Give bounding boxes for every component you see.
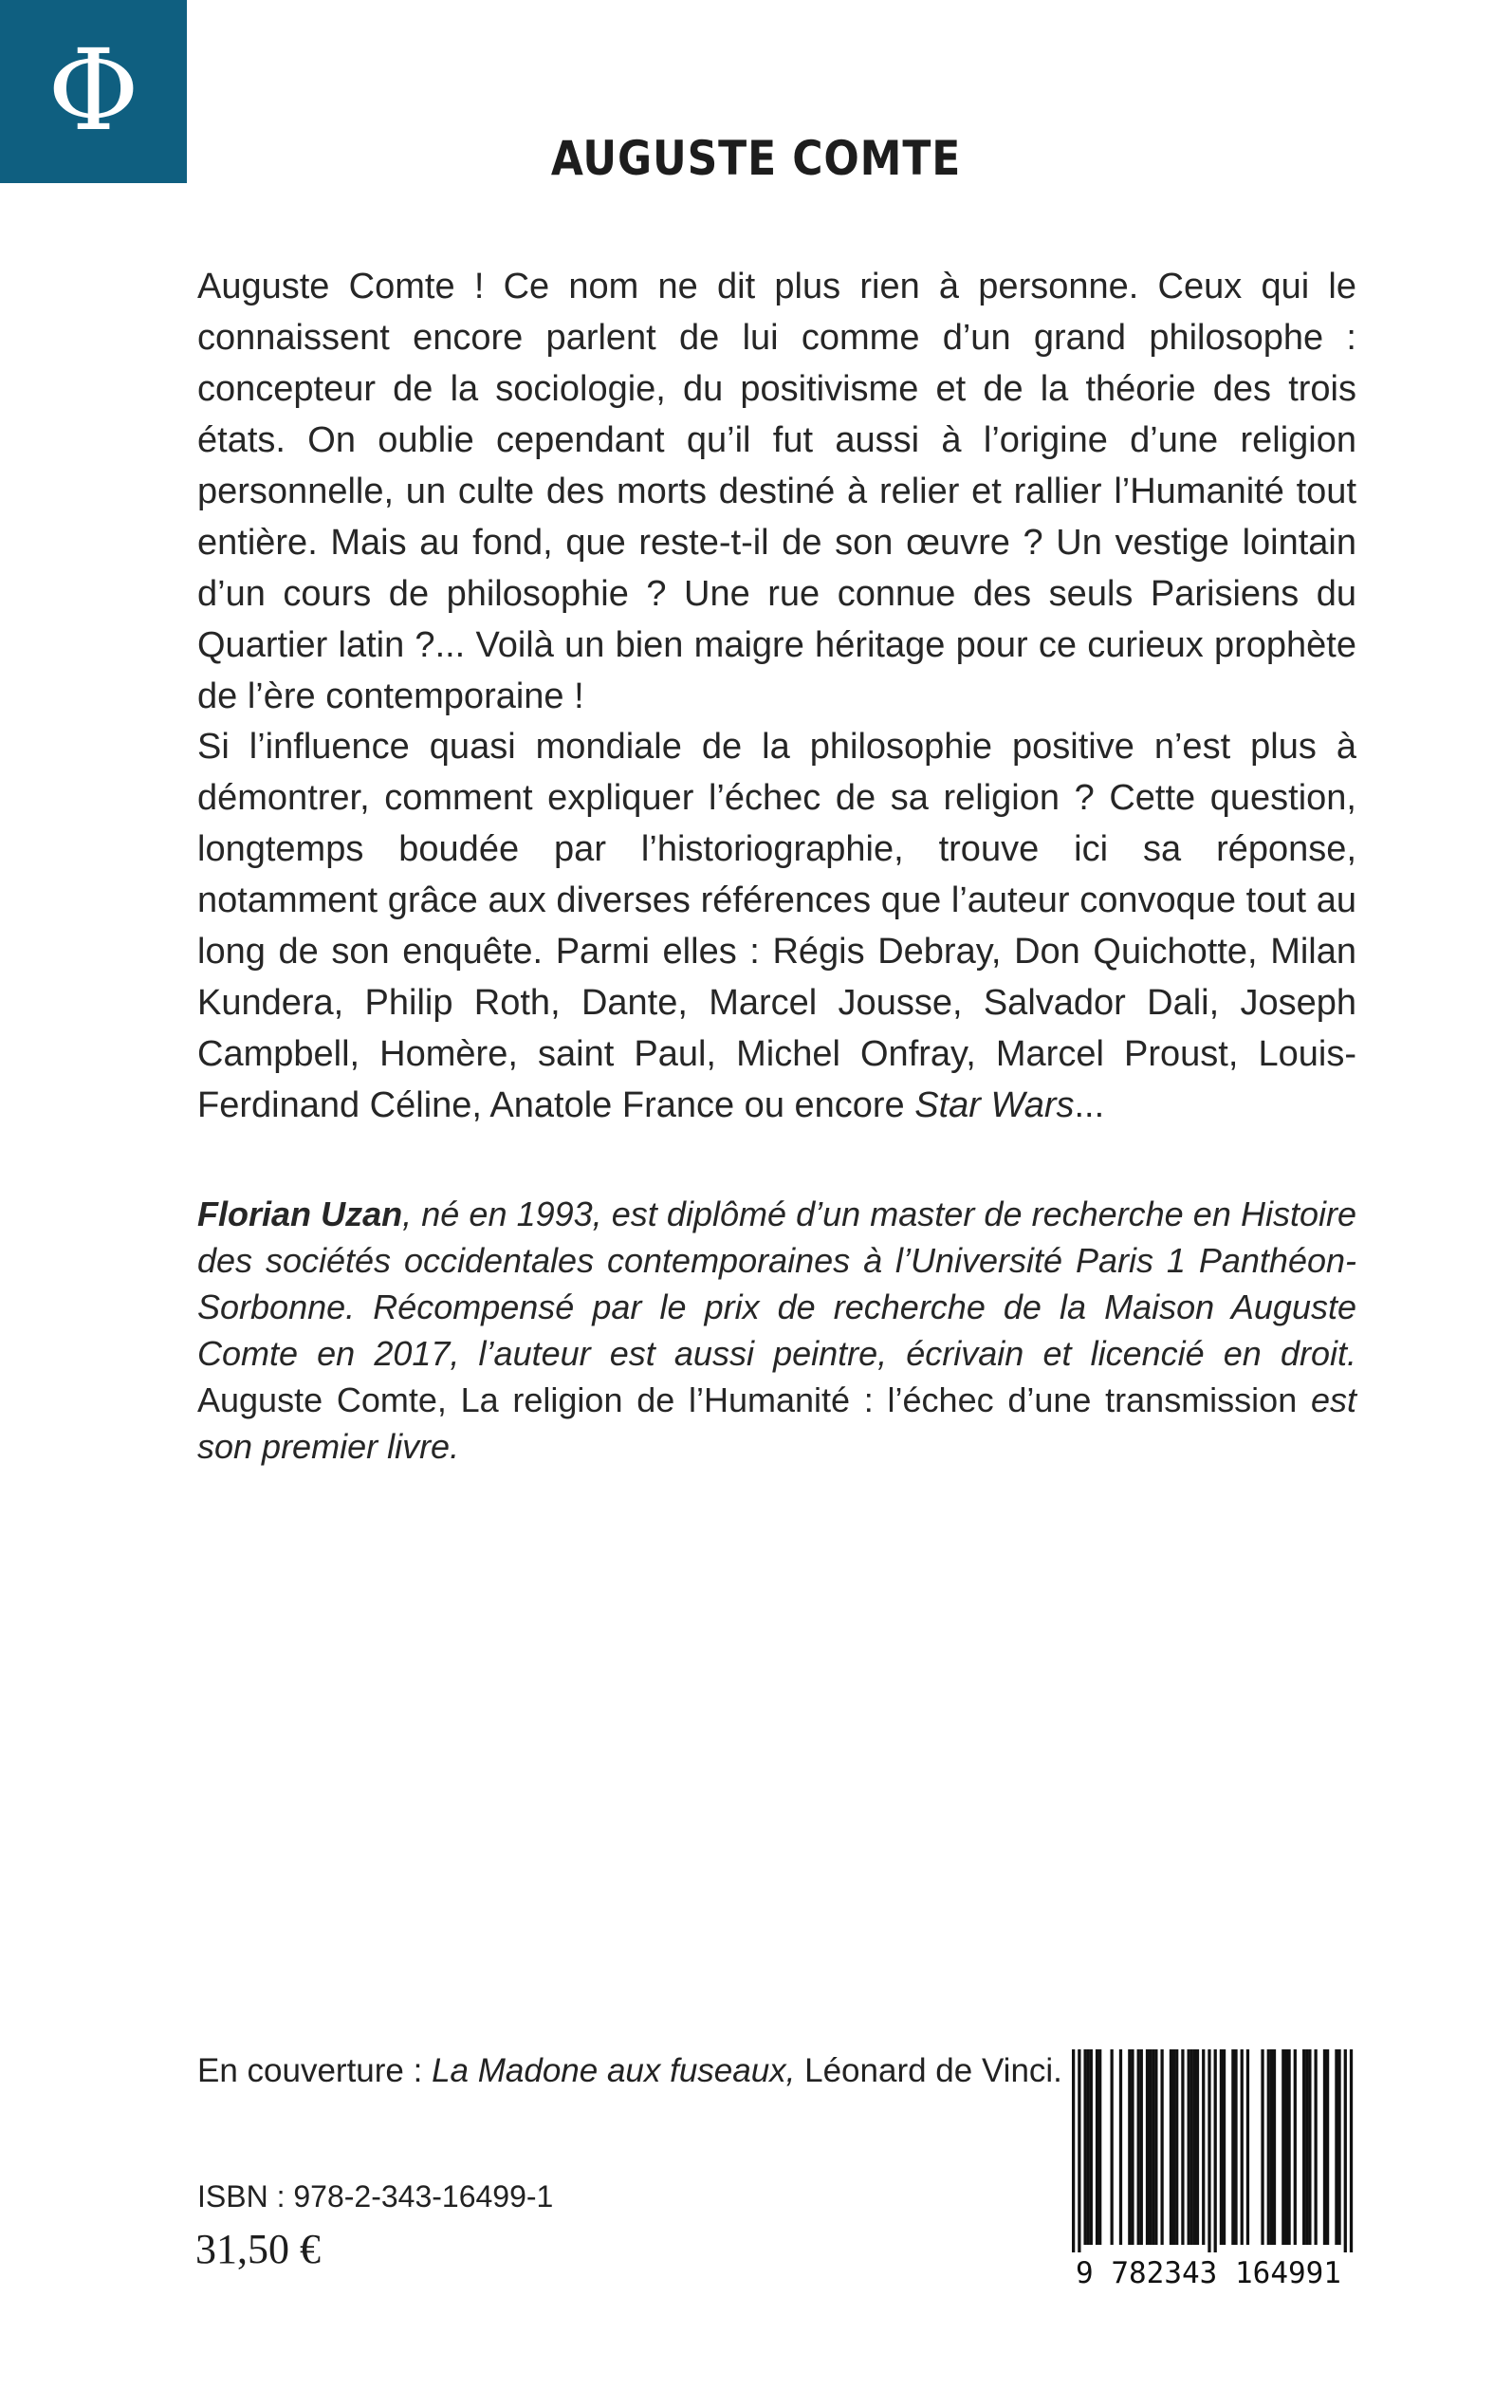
barcode-bar xyxy=(1175,2049,1178,2245)
barcode-bar xyxy=(1202,2049,1205,2245)
barcode-bar xyxy=(1098,2049,1101,2245)
barcode-bar xyxy=(1083,2049,1086,2245)
barcode-bar xyxy=(1308,2049,1311,2245)
barcode-bar xyxy=(1273,2049,1276,2245)
barcode-bar xyxy=(1294,2049,1297,2245)
author-bio-text-2: est son premier livre. xyxy=(197,1380,1356,1466)
author-name: Florian Uzan xyxy=(197,1195,403,1233)
barcode-bar xyxy=(1214,2049,1217,2252)
barcode-bar xyxy=(1146,2049,1149,2245)
phi-logo-icon: Φ xyxy=(47,24,139,156)
barcode-bar xyxy=(1223,2049,1226,2245)
barcode-bar xyxy=(1323,2049,1326,2245)
description-paragraph-1: Auguste Comte ! Ce nom ne dit plus rien à personne. Ceux qui le connaissent encore parlent de lui comme d’un grand philosophe : concepteur de la sociologie, du positivisme et de la théorie des trois états. On oublie cependant qu’il fut aussi à l’origine d’une religion personnelle, un culte des morts destiné à relier et rallier l’Humanité tout entière. Mais au fond, que reste-t-il de son œuvre ? Un vestige lointain d’un cours de philosophie ? Une rue connue des seuls Parisiens du Quartier latin ?... Voilà un bien maigre héritage pour ce curieux prophète de l’ère contemporaine ! xyxy=(197,267,1356,716)
author-bio-text-1: , né en 1993, est diplômé d’un master de recherche en Histoire des sociétés occidentales contemporaines à l’Université Paris 1 Panthéon-Sorbonne. Récompensé par le prix de recherche de la Maison Auguste Comte en 2017, l’auteur est aussi peintre, écrivain et licencié en droit. xyxy=(197,1195,1356,1373)
barcode-bar xyxy=(1335,2049,1337,2245)
barcode-bar xyxy=(1241,2049,1244,2245)
barcode-bar xyxy=(1314,2049,1317,2245)
barcode-bar xyxy=(1181,2049,1184,2245)
barcode-bar xyxy=(1287,2049,1290,2245)
barcode-bar xyxy=(1111,2049,1114,2245)
book-title: AUGUSTE COMTE xyxy=(550,131,962,186)
isbn: ISBN : 978-2-343-16499-1 xyxy=(197,2179,554,2214)
barcode-bar xyxy=(1270,2049,1273,2245)
barcode-bar xyxy=(1282,2049,1284,2245)
star-wars-title: Star Wars xyxy=(914,1085,1075,1125)
barcode-bar xyxy=(1119,2049,1122,2245)
barcode-bar xyxy=(1140,2049,1143,2245)
barcode-bar xyxy=(1096,2049,1098,2245)
description-paragraph-2-main: Si l’influence quasi mondiale de la philosophie positive n’est plus à démontrer, comment expliquer l’échec de sa religion ? Cette question, longtemps boudée par l’historiographie, trouve ici sa réponse, notamment grâce aux diverses références que l’auteur convoque tout au long de son enquête. Parmi elles : Régis Debray, Don Quichotte, Milan Kundera, Philip Roth, Dante, Marcel Jousse, Salvador Dali, Joseph Campbell, Homère, saint Paul, Michel Onfray, Marcel Proust, Louis-Ferdinand Céline, Anatole France ou encore xyxy=(197,727,1356,1125)
author-bio-book-title: Auguste Comte, La religion de l’Humanité : l’échec d’une transmission xyxy=(197,1380,1298,1419)
barcode-bar xyxy=(1190,2049,1193,2245)
barcode-bar xyxy=(1261,2049,1263,2245)
barcode-bar xyxy=(1208,2049,1210,2252)
barcode-bar xyxy=(1234,2049,1237,2245)
barcode-bars xyxy=(1072,2049,1353,2252)
barcode-bar xyxy=(1231,2049,1234,2245)
barcode-bar xyxy=(1196,2049,1199,2245)
barcode-bar xyxy=(1284,2049,1287,2245)
price: 31,50 € xyxy=(195,2226,321,2272)
barcode-bar xyxy=(1246,2049,1249,2245)
cover-artwork-title: La Madone aux fuseaux, xyxy=(432,2052,796,2089)
barcode-bar xyxy=(1154,2049,1157,2245)
barcode-bar xyxy=(1152,2049,1154,2245)
barcode-bar xyxy=(1220,2049,1223,2245)
barcode-bar xyxy=(1131,2049,1134,2245)
barcode-bar xyxy=(1172,2049,1175,2245)
barcode-bar xyxy=(1137,2049,1140,2245)
barcode-bar xyxy=(1170,2049,1172,2245)
barcode-digits: 9 782343 164991 xyxy=(1076,2256,1341,2288)
barcode-bar xyxy=(1267,2049,1270,2245)
barcode-bar xyxy=(1188,2049,1190,2245)
barcode-bar xyxy=(1149,2049,1152,2245)
barcode-bar xyxy=(1128,2049,1131,2245)
barcode-bar xyxy=(1193,2049,1196,2245)
barcode-bar xyxy=(1087,2049,1090,2245)
cover-credit-label: En couverture : xyxy=(197,2052,433,2089)
barcode-bar xyxy=(1337,2049,1340,2245)
barcode-icon xyxy=(1060,2049,1356,2288)
description-paragraph-2 xyxy=(197,721,1356,1131)
barcode-bar xyxy=(1090,2049,1093,2245)
cover-credit xyxy=(197,2049,1062,2093)
barcode-bar xyxy=(1160,2049,1163,2245)
barcode-bar xyxy=(1078,2049,1080,2252)
barcode-bar xyxy=(1326,2049,1329,2245)
barcode-bar xyxy=(1305,2049,1308,2245)
barcode-bar xyxy=(1350,2049,1353,2252)
cover-artist: Léonard de Vinci. xyxy=(795,2052,1062,2089)
description-paragraph-2-end: ... xyxy=(1074,1085,1105,1125)
barcode-bar xyxy=(1344,2049,1347,2252)
barcode-bar xyxy=(1302,2049,1305,2245)
author-bio xyxy=(197,1191,1356,1470)
barcode-bar xyxy=(1072,2049,1075,2252)
barcode xyxy=(1060,2049,1356,2288)
